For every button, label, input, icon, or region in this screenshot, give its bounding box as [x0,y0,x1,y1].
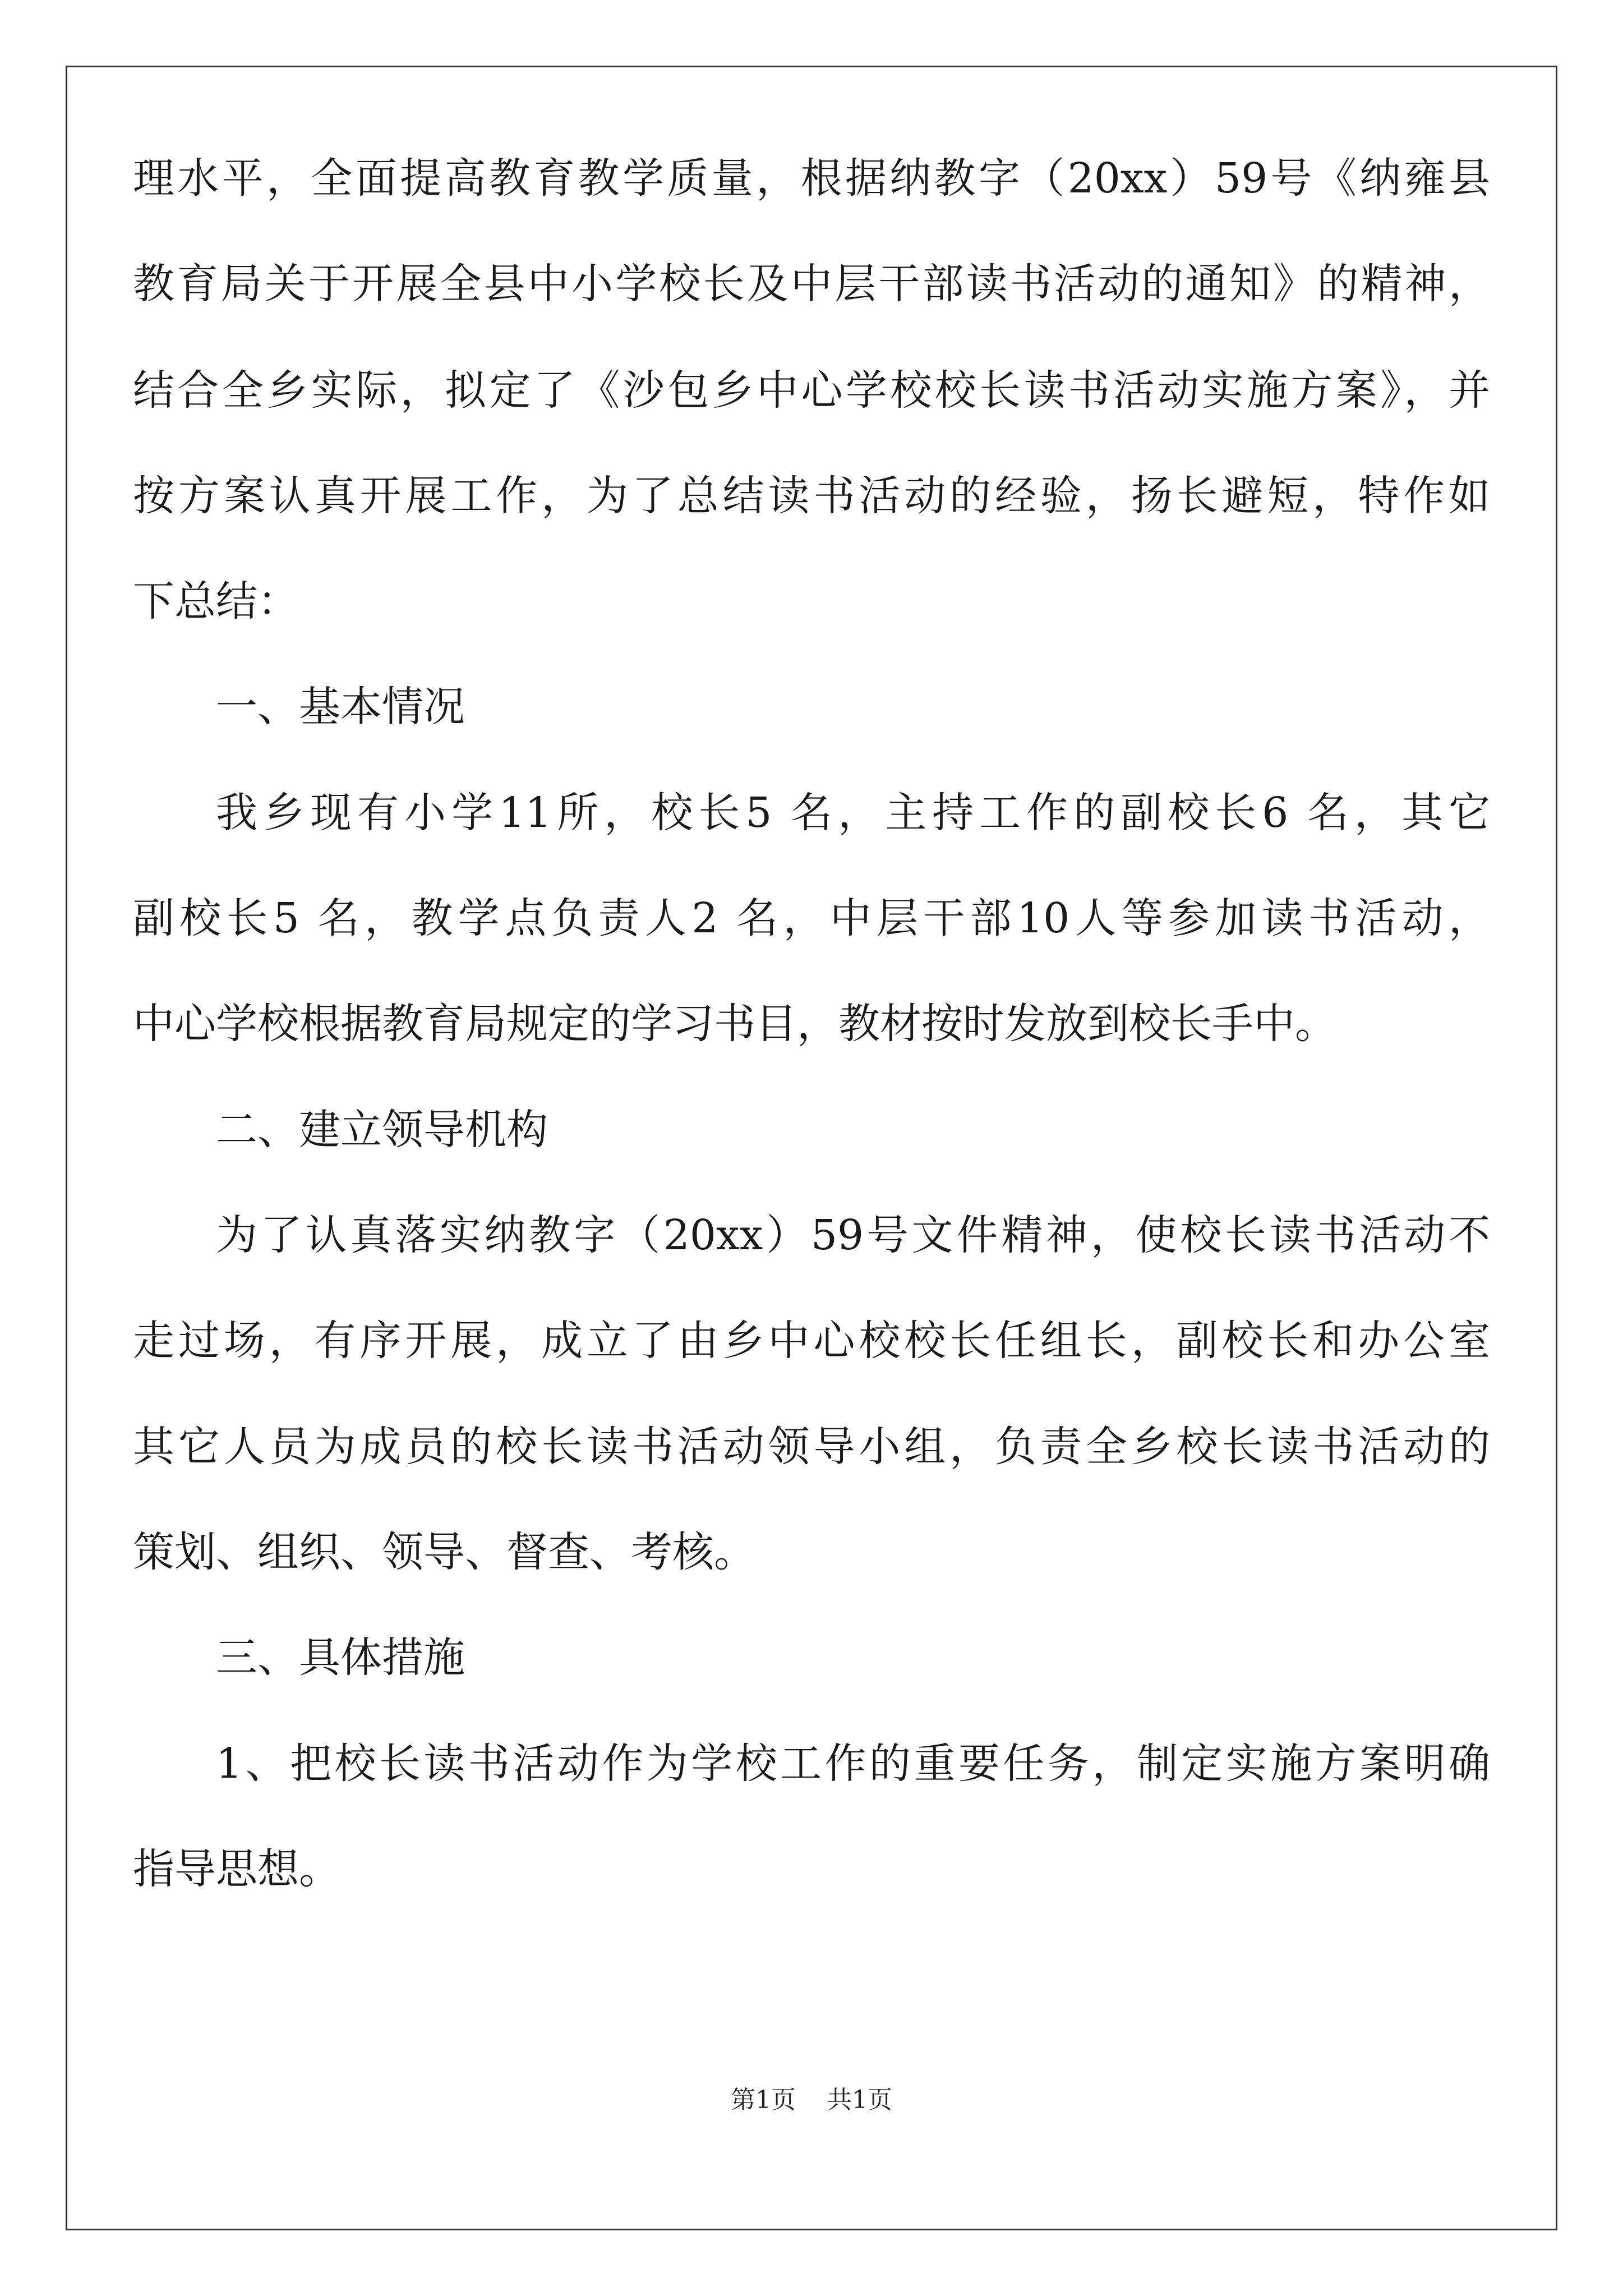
text-line: 我乡现有小学11所，校长5 名，主持工作的副校长6 名，其它 [216,789,1490,837]
section-heading: 二、建立领导机构 [216,1106,548,1154]
text-line: 其它人员为成员的校长读书活动领导小组，负责全乡校长读书活动的 [133,1423,1490,1471]
text-line: 走过场，有序开展，成立了由乡中心校校长任组长，副校长和办公室 [133,1317,1490,1365]
text-line: 1、把校长读书活动作为学校工作的重要任务，制定实施方案明确 [216,1740,1490,1788]
section-heading: 三、具体措施 [216,1634,465,1682]
page-number: 第1页 [731,2086,796,2114]
text-line: 结合全乡实际，拟定了《沙包乡中心学校校长读书活动实施方案》，并 [133,366,1490,415]
text-line: 副校长5 名，教学点负责人2 名，中层干部10人等参加读书活动， [133,894,1490,942]
page-footer [0,2083,1623,2117]
text-line: 中心学校根据教育局规定的学习书目，教材按时发放到校长手中。 [133,1000,1336,1048]
text-line: 理水平，全面提高教育教学质量，根据纳教字（20xx）59号《纳雍县 [133,154,1490,203]
page-total: 共1页 [827,2086,892,2114]
text-line: 教育局关于开展全县中小学校长及中层干部读书活动的通知》的精神， [133,260,1490,308]
section-heading: 一、基本情况 [216,683,465,731]
text-line: 为了认真落实纳教字（20xx）59号文件精神，使校长读书活动不 [216,1211,1490,1259]
text-line: 指导思想。 [133,1845,340,1893]
text-line: 按方案认真开展工作，为了总结读书活动的经验，扬长避短，特作如 [133,472,1490,520]
text-line: 策划、组织、领导、督查、考核。 [133,1528,755,1576]
text-line: 下总结： [133,577,299,625]
